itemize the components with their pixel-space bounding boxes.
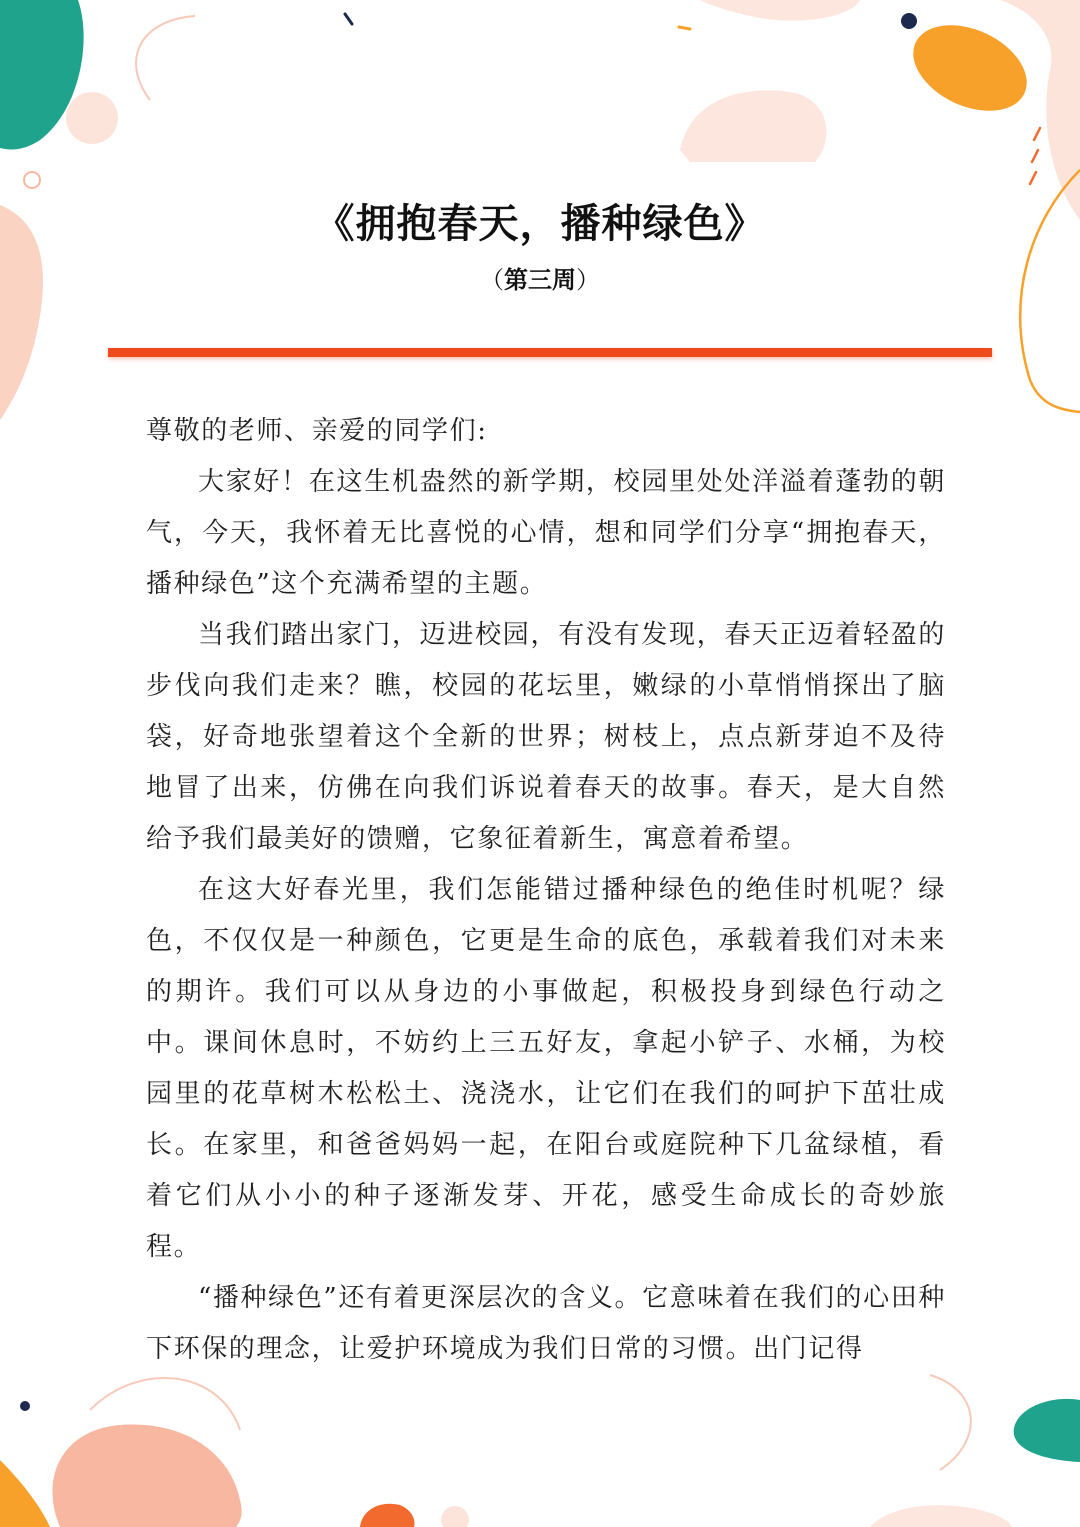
orange-dash-right-1 <box>1034 128 1040 140</box>
orange-blob-top-right <box>900 8 1041 128</box>
peach-arc-top-left <box>136 16 195 100</box>
title-divider <box>108 348 992 357</box>
subtitle-close-paren: ） <box>576 266 600 294</box>
peach-corner-top-right <box>1000 0 1080 220</box>
peach-circle-top-left <box>66 92 118 144</box>
navy-dot-bottom-left <box>20 1401 30 1411</box>
paragraph-1: 大家好！在这生机盎然的新学期，校园里处处洋溢着蓬勃的朝气，今天，我怀着无比喜悦的心情，想和同学们分享“拥抱春天，播种绿色”这个充满希望的主题。 <box>146 467 946 599</box>
document-subtitle <box>0 260 1080 295</box>
subtitle-open-paren: （ <box>480 266 504 294</box>
paragraph-4: “播种绿色”还有着更深层次的含义。它意味着在我们的心田种下环保的理念，让爱护环境成为我们日常的习惯。出门记得 <box>146 1283 946 1364</box>
pink-strip-top <box>700 0 860 21</box>
orange-dash-top <box>679 27 690 29</box>
peach-blob-bottom-left <box>53 1424 242 1527</box>
navy-dash-top <box>345 14 352 24</box>
pink-circle-bottom-center <box>441 1506 469 1527</box>
peach-arc-bottom-left <box>90 1378 240 1430</box>
subtitle-week: 第三周 <box>504 266 576 294</box>
navy-dot-top-right <box>901 13 917 29</box>
pink-blob-bottom-right <box>870 1505 1012 1527</box>
document-title: 《拥抱春天，播种绿色》 <box>314 201 766 247</box>
paragraph-2: 当我们踏出家门，迈进校园，有没有发现，春天正迈着轻盈的步伐向我们走来？瞧，校园的花坛里，嫩绿的小草悄悄探出了脑袋，好奇地张望着这个全新的世界；树枝上，点点新芽迫不及待地冒了出来，仿佛在向我们诉说着春天的故事。春天，是大自然给予我们最美好的馈赠，它象征着新生，寓意着希望。 <box>146 620 946 854</box>
orange-dash-right-3 <box>1030 172 1036 184</box>
speech-body <box>146 406 946 1375</box>
peach-arc-bottom-right <box>930 1375 971 1470</box>
teal-blob-bottom-right <box>1014 1399 1080 1462</box>
orange-dash-right-2 <box>1032 150 1038 162</box>
salutation: 尊敬的老师、亲爱的同学们: <box>146 416 488 446</box>
paragraph-3: 在这大好春光里，我们怎能错过播种绿色的绝佳时机呢？绿色，不仅仅是一种颜色，它更是生命的底色，承载着我们对未来的期许。我们可以从身边的小事做起，积极投身到绿色行动之中。课间休息时，不妨约上三五好友，拿起小铲子、水桶，为校园里的花草树木松松土、浇浇水，让它们在我们的呵护下茁壮成长。在家里，和爸爸妈妈一起，在阳台或庭院种下几盆绿植，看着它们从小小的种子逐渐发芽、开花，感受生命成长的奇妙旅程。 <box>146 875 946 1262</box>
coral-blob-bottom-center <box>360 1504 414 1527</box>
orange-corner-bottom-left <box>0 1460 50 1527</box>
pink-blob-top-center <box>680 90 826 162</box>
small-ring-top-left <box>24 172 40 188</box>
